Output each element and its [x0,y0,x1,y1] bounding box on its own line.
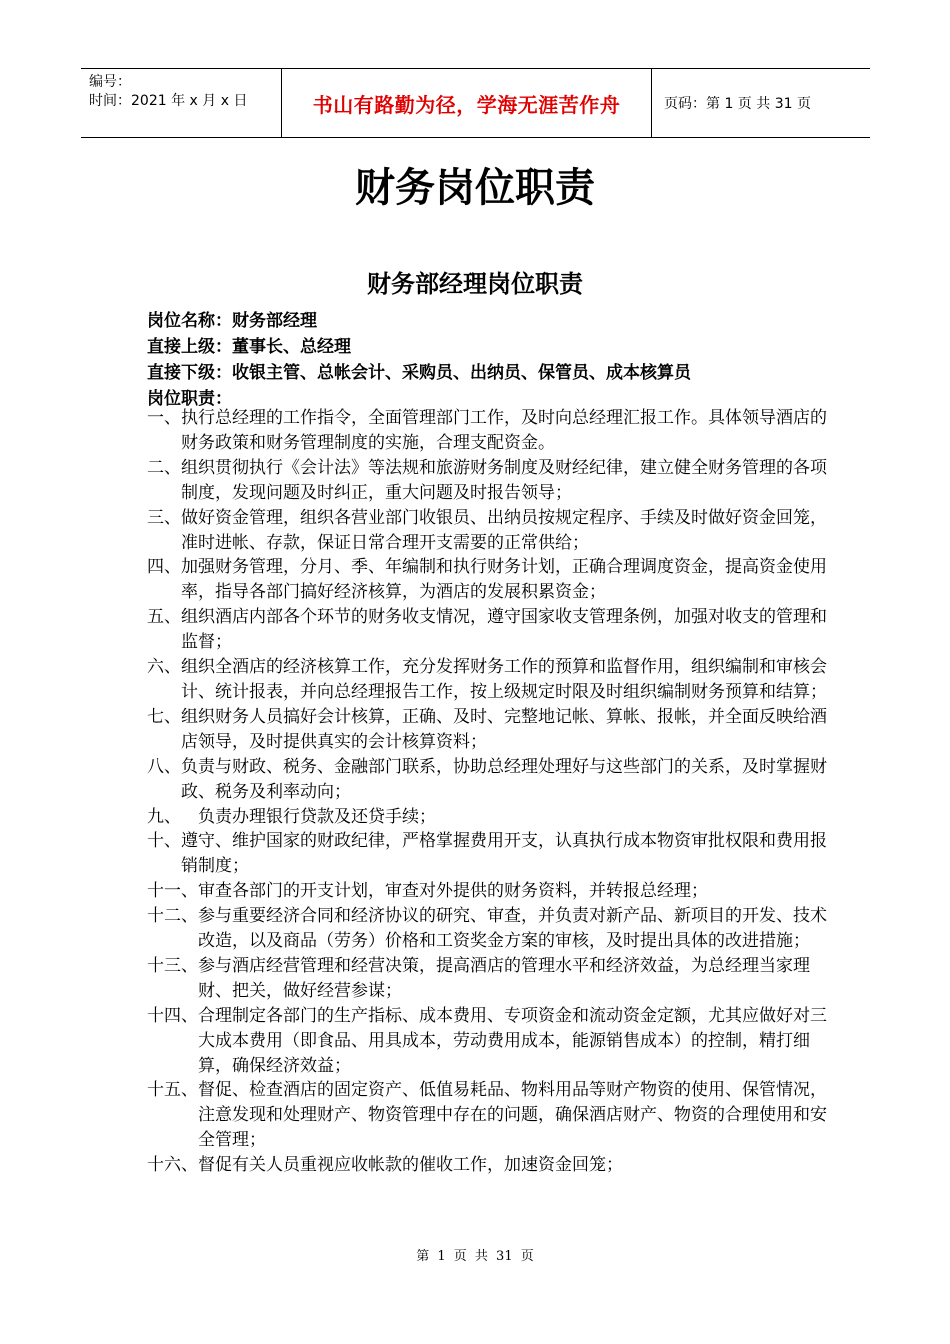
duty-text: 组织财务人员搞好会计核算，正确、及时、完整地记帐、算帐、报帐，并全面反映给酒店领导，及时提供真实的会计核算资料； [181,706,827,752]
page-header [81,68,870,138]
document-title: 财务岗位职责 [355,164,595,211]
duty-number: 十、 [147,831,181,852]
duty-text: 执行总经理的工作指令，全面管理部门工作，及时向总经理汇报工作。具体领导酒店的财务政策和财务管理制度的实施，合理支配资金。 [181,408,827,453]
duty-number: 三、 [147,507,181,528]
duty-item [147,605,827,655]
header-meta [81,69,281,137]
duty-item [147,879,827,904]
direct-subordinates: 直接下级：收银主管、总帐会计、采购员、出纳员、保管员、成本核算员 [147,363,691,383]
duty-number: 一、 [147,408,181,428]
duty-number: 九、 [147,806,181,827]
responsibilities-heading: 岗位职责： [147,389,232,409]
duty-text: 参与重要经济合同和经济协议的研究、审查，并负责对新产品、新项目的开发、技术改造，以及商品（劳务）价格和工资奖金方案的审核，及时提出具体的改进措施； [198,906,827,952]
duty-item [147,655,827,705]
duty-number: 十五、 [147,1080,198,1101]
document-date-label: 时间：2021 年 x 月 x 日 [89,93,248,109]
duty-text: 组织全酒店的经济核算工作，充分发挥财务工作的预算和监督作用，组织编制和审核会计、统计报表，并向总经理报告工作，按上级规定时限及时组织编制财务预算和结算； [181,657,827,702]
document-number-label: 编号： [89,74,131,90]
duty-text: 加强财务管理，分月、季、年编制和执行财务计划，正确合理调度资金，提高资金使用率，指导各部门搞好经济核算，为酒店的发展积累资金； [181,557,827,603]
duties-list [147,406,827,1178]
duty-item [147,506,827,556]
header-page-cell [652,69,870,137]
duty-text: 合理制定各部门的生产指标、成本费用、专项资金和流动资金定额，尤其应做好对三大成本费用（即食品、用具成本，劳动费用成本，能源销售成本）的控制，精打细算，确保经济效益； [198,1005,827,1076]
duty-text: 遵守、维护国家的财政纪律，严格掌握费用开支，认真执行成本物资审批权限和费用报销制度； [181,831,827,877]
duty-text: 组织贯彻执行《会计法》等法规和旅游财务制度及财经纪律，建立健全财务管理的各项制度，发现问题及时纠正，重大问题及时报告领导； [181,457,827,503]
duty-text: 做好资金管理，组织各营业部门收银员、出纳员按规定程序、手续及时做好资金回笼，准时进帐、存款，保证日常合理开支需要的正常供给； [181,507,827,553]
header-page-label: 页码：第 1 页 共 31 页 [664,96,811,112]
header-motto-cell [281,69,652,137]
duty-number: 七、 [147,706,181,727]
duty-item [147,555,827,605]
duty-number: 十一、 [147,881,198,902]
duty-number: 十三、 [147,955,198,976]
duty-item [147,954,827,1004]
duty-item [147,705,827,755]
duty-number: 二、 [147,457,181,478]
page-footer: 第 1 页 共 31 页 [416,1249,534,1264]
position-name: 岗位名称：财务部经理 [147,311,317,331]
direct-superior: 直接上级：董事长、总经理 [147,337,351,357]
duty-item [147,1078,827,1153]
duty-item [147,829,827,879]
duty-number: 十二、 [147,906,198,927]
duty-item [147,1004,827,1079]
duty-text: 审查各部门的开支计划，审查对外提供的财务资料，并转报总经理； [198,881,708,902]
duty-item [147,904,827,954]
duty-number: 四、 [147,557,181,578]
header-motto: 书山有路勤为径，学海无涯苦作舟 [312,92,621,117]
duty-item [147,1153,827,1178]
duty-text: 参与酒店经营管理和经营决策，提高酒店的管理水平和经济效益，为总经理当家理财、把关，做好经营参谋； [198,955,810,1001]
duty-text: 组织酒店内部各个环节的财务收支情况，遵守国家收支管理条例，加强对收支的管理和监督； [181,607,827,653]
duty-text: 督促有关人员重视应收帐款的催收工作，加速资金回笼； [198,1155,623,1176]
duty-item [147,406,827,456]
section-title: 财务部经理岗位职责 [367,269,583,298]
duty-number: 十四、 [147,1005,198,1026]
position-info [147,308,827,412]
duty-item [147,456,827,506]
duty-item [147,755,827,805]
duty-number: 十六、 [147,1155,198,1176]
duty-item [147,805,827,830]
duty-text: 负责与财政、税务、金融部门联系，协助总经理处理好与这些部门的关系，及时掌握财政、税务及利率动向； [181,756,827,802]
duty-number: 六、 [147,657,181,678]
duty-number: 八、 [147,756,181,777]
duty-text: 负责办理银行贷款及还贷手续； [181,806,436,827]
duty-number: 五、 [147,607,181,628]
duty-text: 督促、检查酒店的固定资产、低值易耗品、物料用品等财产物资的使用、保管情况，注意发现和处理财产、物资管理中存在的问题，确保酒店财产、物资的合理使用和安全管理； [198,1080,827,1151]
